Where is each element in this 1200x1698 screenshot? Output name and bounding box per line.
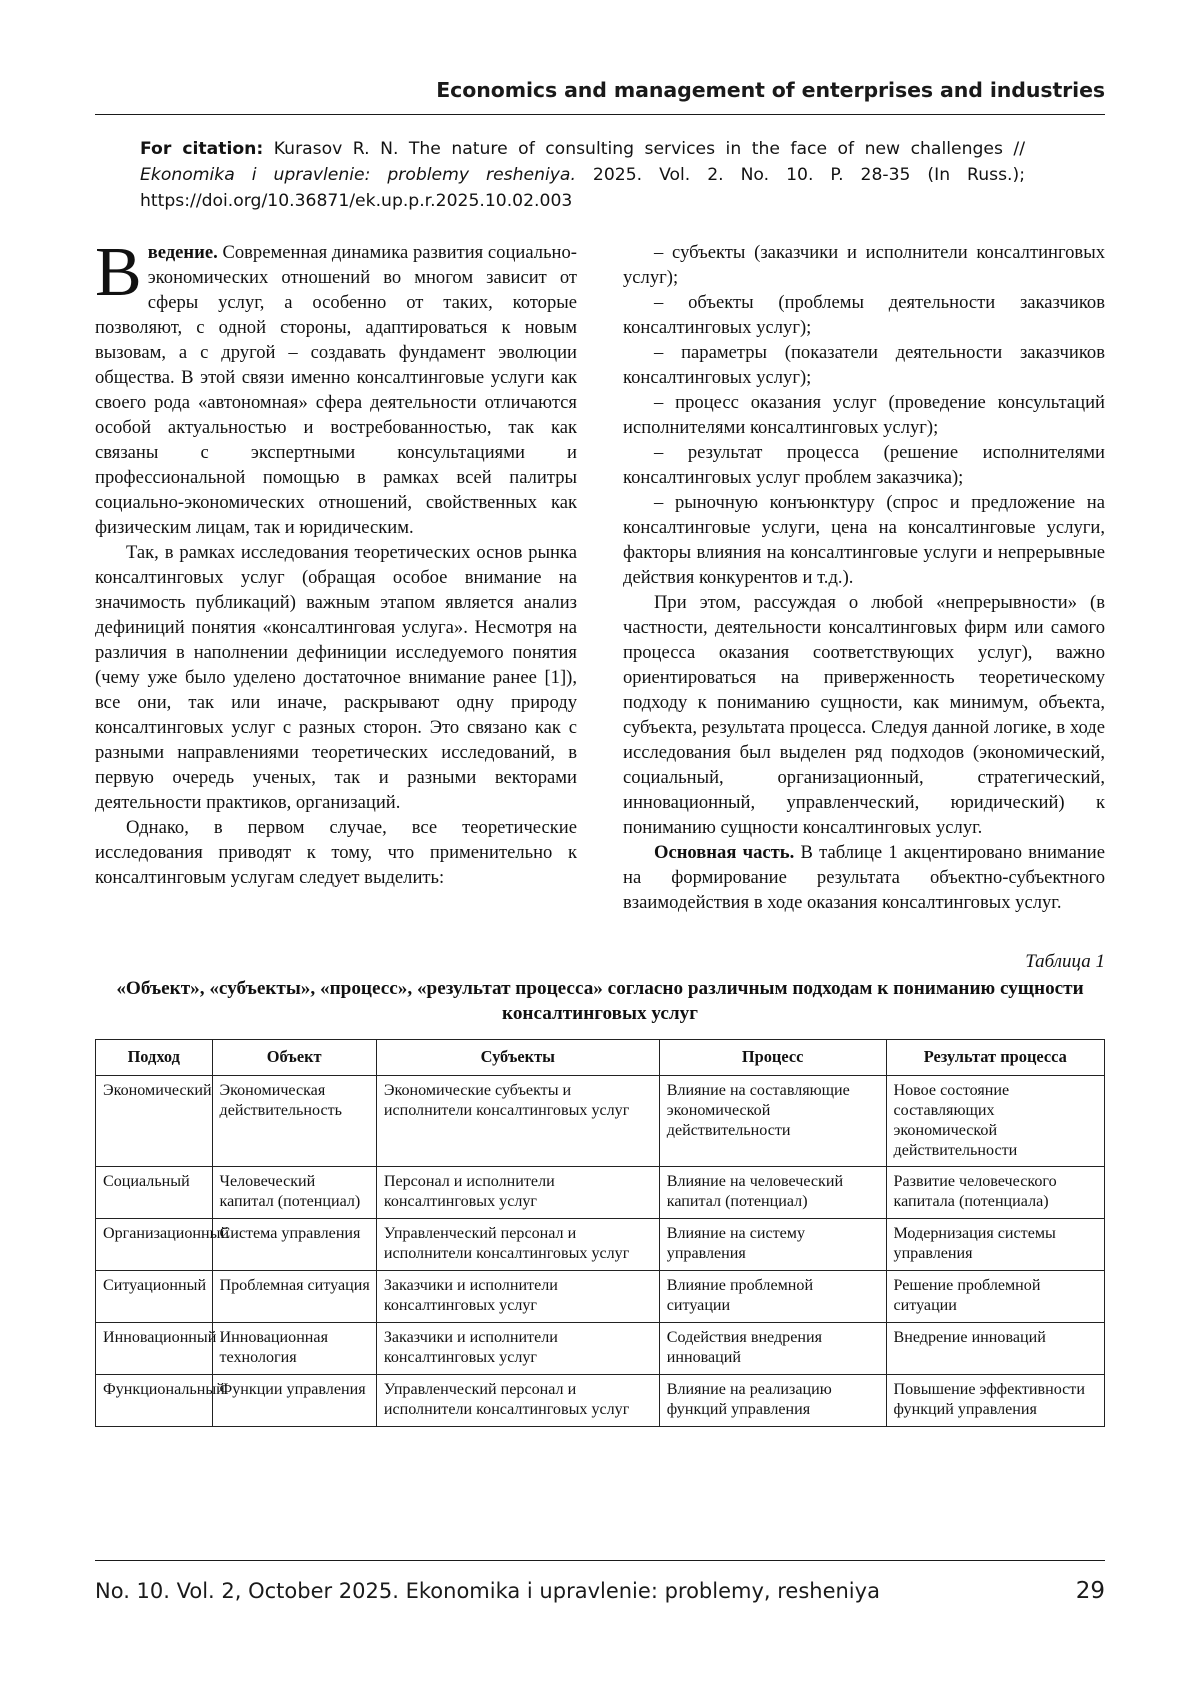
cell-approach: Инновационный (96, 1323, 213, 1375)
citation-block (140, 137, 1025, 214)
table-row (96, 1219, 1105, 1271)
cell-approach: Организационный (96, 1219, 213, 1271)
table-number: Таблица 1 (1025, 951, 1105, 973)
page-number: 29 (1075, 1578, 1105, 1604)
cell-subjects: Персонал и исполнители консалтинговых услуг (376, 1167, 659, 1219)
table-row (96, 1075, 1105, 1167)
citation-label: For citation: (140, 139, 264, 159)
list-item: – результат процесса (решение исполнителями консалтинговых услуг проблем заказчика); (623, 442, 1105, 489)
list-item: – процесс оказания услуг (проведение консультаций исполнителями консалтинговых услуг); (623, 392, 1105, 439)
paragraph-3: Однако, в первом случае, все теоретические исследования приводят к тому, что применительно к консалтинговым услугам следует выделить: (95, 817, 577, 889)
list-item: – рыночную конъюнктуру (спрос и предложение на консалтинговые услуги, цена на консалтинговые услуги, факторы влияния на консалтинговые услуги и непрерывные действия конкурентов и т.д.). (623, 492, 1105, 589)
list-item: – параметры (показатели деятельности заказчиков консалтинговых услуг); (623, 342, 1105, 389)
header-divider (95, 114, 1105, 115)
cell-subjects: Управленческий персонал и исполнители консалтинговых услуг (376, 1219, 659, 1271)
cell-result: Модернизация системы управления (886, 1219, 1104, 1271)
intro-text: Современная динамика развития социально-экономических отношений во многом зависит от сферы услуг, а особенно от таких, которые позволяют, с одной стороны, адаптироваться к новым вызовам, а с другой – создавать фундамент эволюции общества. В этой связи именно консалтинговые услуги как своего рода «автономная» сфера деятельности отличаются особой актуальностью и востребованностью, так как связаны с экспертными консультациями и профессиональной помощью в рамках всей палитры социально-экономических отношений, свойственных как физическим лицам, так и юридическим. (95, 242, 577, 539)
cell-process: Влияние на человеческий капитал (потенциал) (659, 1167, 886, 1219)
table-title: «Объект», «субъекты», «процесс», «результат процесса» согласно различным подходам к пониманию сущности консалтинговых услуг (116, 978, 1084, 1025)
column-header-process: Процесс (659, 1040, 886, 1075)
cell-subjects: Заказчики и исполнители консалтинговых услуг (376, 1271, 659, 1323)
citation-text-2: 2025. Vol. 2. No. 10. P. 28-35 (In Russ.); https://doi.org/10.36871/ek.up.p.r.2025.10.02.003 (140, 164, 1025, 211)
drop-cap: В (95, 234, 142, 312)
cell-process: Влияние на составляющие экономической действительности (659, 1075, 886, 1167)
list-item: – объекты (проблемы деятельности заказчиков консалтинговых услуг); (623, 292, 1105, 339)
cell-process: Влияние на систему управления (659, 1219, 886, 1271)
column-header-subjects: Субъекты (376, 1040, 659, 1075)
cell-subjects: Управленческий персонал и исполнители консалтинговых услуг (376, 1375, 659, 1427)
cell-subjects: Заказчики и исполнители консалтинговых услуг (376, 1323, 659, 1375)
cell-approach: Социальный (96, 1167, 213, 1219)
cell-approach: Экономический (96, 1075, 213, 1167)
intro-lead: ведение. (147, 242, 218, 264)
running-head: Economics and management of enterprises and industries (436, 78, 1105, 102)
cell-result: Внедрение инноваций (886, 1323, 1104, 1375)
list-item: – субъекты (заказчики и исполнители консалтинговых услуг); (623, 242, 1105, 289)
approaches-table (95, 1039, 1105, 1427)
footer-divider (95, 1560, 1105, 1561)
column-header-object: Объект (212, 1040, 376, 1075)
citation-journal: Ekonomika i upravlenie: problemy resheniya. (140, 164, 576, 185)
table-row (96, 1167, 1105, 1219)
cell-result: Повышение эффективности функций управления (886, 1375, 1104, 1427)
main-part-lead: Основная часть. (654, 842, 795, 864)
main-part-text: В таблице 1 акцентировано внимание на формирование результата объектно-субъектного взаимодействия в ходе оказания консалтинговых услуг. (623, 842, 1105, 914)
cell-object: Инновационная технология (212, 1323, 376, 1375)
paragraph-continuity: При этом, рассуждая о любой «непрерывности» (в частности, деятельности консалтинговых фирм или самого процесса оказания соответствующих услуг), важно ориентироваться на приверженность теоретическому подходу к пониманию сущности, как минимум, объекта, субъекта, результата процесса. Следуя данной логике, в ходе исследования был выделен ряд подходов (экономический, социальный, организационный, стратегический, инновационный, управленческий, юридический) к пониманию сущности консалтинговых услуг. (623, 592, 1105, 839)
cell-object: Система управления (212, 1219, 376, 1271)
table-row (96, 1323, 1105, 1375)
left-column (95, 234, 577, 915)
cell-result: Новое состояние составляющих экономической действительности (886, 1075, 1104, 1167)
cell-approach: Ситуационный (96, 1271, 213, 1323)
cell-approach: Функциональный (96, 1375, 213, 1427)
cell-object: Человеческий капитал (потенциал) (212, 1167, 376, 1219)
citation-text-1: Kurasov R. N. The nature of consulting services in the face of new challenges // (263, 139, 1025, 159)
paragraph-2: Так, в рамках исследования теоретических основ рынка консалтинговых услуг (обращая особое внимание на значимость публикаций) важным этапом является анализ дефиниций понятия «консалтинговая услуга». Несмотря на различия в наполнении дефиниции исследуемого понятия (чему уже было уделено достаточное внимание ранее [1]), все они, так или иначе, раскрывают одну природу консалтинговых услуг с разных сторон. Это связано как с разными направлениями теоретических исследований, в первую очередь ученых, так и разными векторами деятельности практиков, организаций. (95, 542, 577, 814)
cell-process: Содействия внедрения инноваций (659, 1323, 886, 1375)
cell-result: Решение проблемной ситуации (886, 1271, 1104, 1323)
cell-object: Экономическая действительность (212, 1075, 376, 1167)
cell-process: Влияние на реализацию функций управления (659, 1375, 886, 1427)
right-column (623, 240, 1105, 915)
page-footer (95, 1578, 1105, 1604)
body-columns (95, 234, 1105, 915)
column-header-approach: Подход (96, 1040, 213, 1075)
table-row (96, 1271, 1105, 1323)
paragraph-main-part (623, 840, 1105, 915)
cell-object: Проблемная ситуация (212, 1271, 376, 1323)
footer-journal-line: No. 10. Vol. 2, October 2025. Ekonomika i upravlenie: problemy, resheniya (95, 1579, 880, 1603)
cell-object: Функции управления (212, 1375, 376, 1427)
paragraph-intro (95, 234, 577, 540)
cell-process: Влияние проблемной ситуации (659, 1271, 886, 1323)
table-row (96, 1375, 1105, 1427)
cell-subjects: Экономические субъекты и исполнители консалтинговых услуг (376, 1075, 659, 1167)
table-header-row (96, 1040, 1105, 1075)
column-header-result: Результат процесса (886, 1040, 1104, 1075)
cell-result: Развитие человеческого капитала (потенциала) (886, 1167, 1104, 1219)
